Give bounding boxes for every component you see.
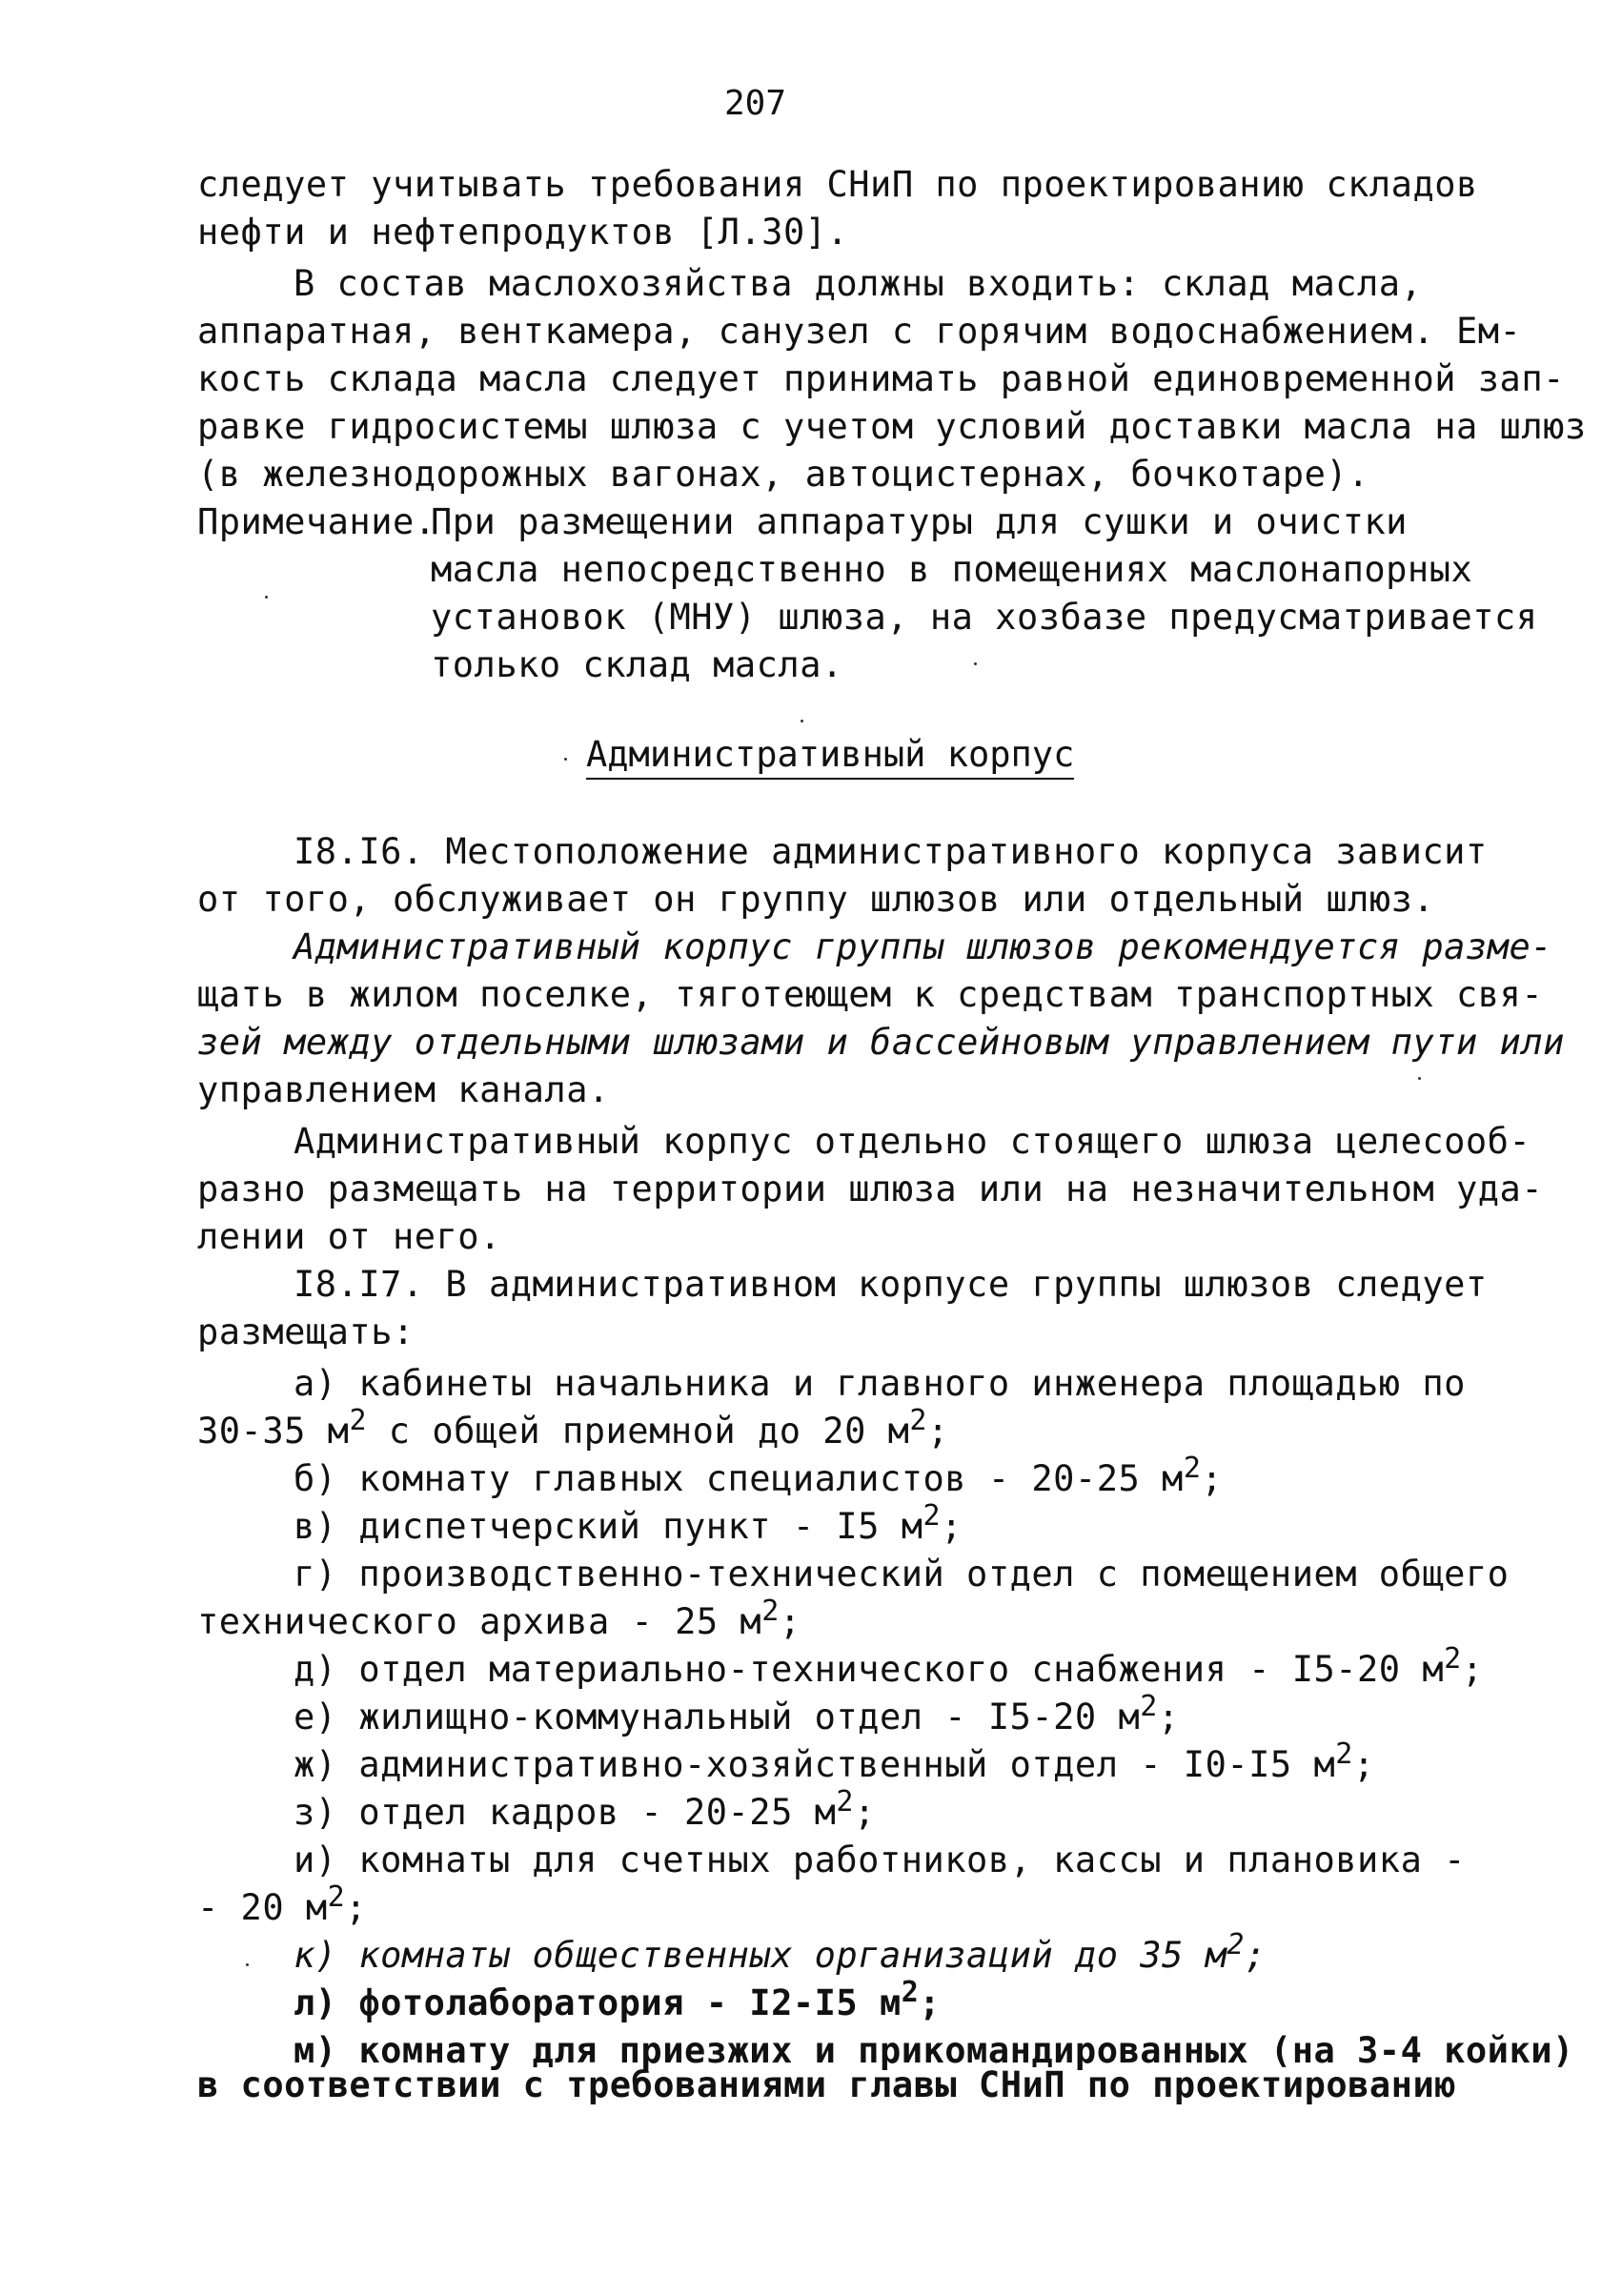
scan-speck: [246, 1963, 249, 1966]
oil-line-5: (в железнодорожных вагонах, автоцистернах, бочкотаре).: [197, 454, 1369, 495]
scan-speck: [265, 596, 268, 599]
page-number: 207: [724, 84, 787, 123]
list-item-i-line-2: - 20 $м^2$;: [197, 1880, 367, 1928]
p1816-line-2: от того, обслуживает он группу шлюзов или отдельный шлюз.: [197, 879, 1435, 920]
note-line-1: При размещении аппаратуры для сушки и очистки: [431, 501, 1408, 542]
p1817-line-1: I8.I7. В административном корпусе группы шлюзов следует: [294, 1264, 1488, 1305]
oil-line-3: кость склада масла следует принимать равной единовременной зап-: [197, 358, 1565, 399]
scan-speck: [564, 758, 567, 761]
oil-line-4: равке гидросистемы шлюза с учетом условий доставки масла на шлюз: [197, 406, 1587, 447]
intro-line-1: следует учитывать требования СНиП по проектированию складов: [197, 164, 1478, 205]
list-item-z: з) отдел кадров - 20-25 $м^2$;: [294, 1785, 876, 1833]
group-line-3: зей между отдельными шлюзами и бассейновым управлением пути или: [197, 1022, 1565, 1063]
note-line-4: только склад масла.: [431, 644, 843, 685]
section-heading: Административный корпус: [586, 734, 1074, 780]
single-line-3: лении от него.: [197, 1216, 501, 1257]
scan-speck: [1418, 1077, 1421, 1080]
single-line-1: Административный корпус отдельно стоящего шлюза целесооб-: [294, 1121, 1531, 1162]
list-item-k: к) комнаты общественных организаций до 35 $м^2$;: [294, 1928, 1267, 1976]
single-line-2: разно размещать на территории шлюза или на незначительном уда-: [197, 1168, 1544, 1209]
scan-speck: [801, 720, 803, 722]
list-item-a-line-1: а) кабинеты начальника и главного инженера площадью по: [294, 1363, 1466, 1404]
p1817-line-2: размещать:: [197, 1311, 415, 1352]
oil-line-1: В состав маслохозяйства должны входить: склад масла,: [294, 263, 1423, 304]
note-label: Примечание.: [197, 501, 436, 542]
list-item-l: л) фотолаборатория - I2-I5 $м^2$;: [294, 1976, 942, 2023]
list-item-zh: ж) административно-хозяйственный отдел - I0-I5 $м^2$;: [294, 1737, 1375, 1785]
list-item-e: е) жилищно-коммунальный отдел - I5-20 $м^2$;: [294, 1690, 1180, 1737]
group-line-2: щать в жилом поселке, тяготеющем к средствам транспортных свя-: [197, 974, 1544, 1015]
list-item-v: в) диспетчерский пункт - I5 $м^2$;: [294, 1499, 963, 1547]
list-item-d: д) отдел материально-технического снабжения - I5-20 $м^2$;: [294, 1642, 1484, 1690]
scan-speck: [974, 662, 977, 665]
group-line-4: управлением канала.: [197, 1069, 610, 1110]
list-item-b: б) комнату главных специалистов - 20-25 $м^2$;: [294, 1452, 1224, 1499]
p1816-line-1: I8.I6. Местоположение административного корпуса зависит: [294, 831, 1488, 872]
list-item-a-line-2: 30-35 $м^2$ с общей приемной до 20 $м^2$;: [197, 1404, 949, 1452]
list-item-g-line-1: г) производственно-технический отдел с помещением общего: [294, 1554, 1510, 1595]
intro-line-2: нефти и нефтепродуктов [Л.30].: [197, 212, 849, 253]
note-line-3: установок (МНУ) шлюза, на хозбазе предусматривается: [431, 597, 1538, 638]
list-item-m-line-1: м) комнату для приезжих и прикомандированных (на 3-4 койки): [294, 2030, 1574, 2071]
list-item-g-line-2: технического архива - 25 $м^2$;: [197, 1595, 801, 1642]
list-item-m-line-2: в соответствии с требованиями главы СНиП по проектированию: [197, 2064, 1457, 2105]
oil-line-2: аппаратная, венткамера, санузел с горячим водоснабжением. Ем-: [197, 311, 1522, 352]
group-line-1: Административный корпус группы шлюзов рекомендуется разме-: [294, 926, 1553, 967]
note-line-2: масла непосредственно в помещениях маслонапорных: [431, 549, 1473, 590]
list-item-i-line-1: и) комнаты для счетных работников, кассы и плановика -: [294, 1839, 1466, 1880]
